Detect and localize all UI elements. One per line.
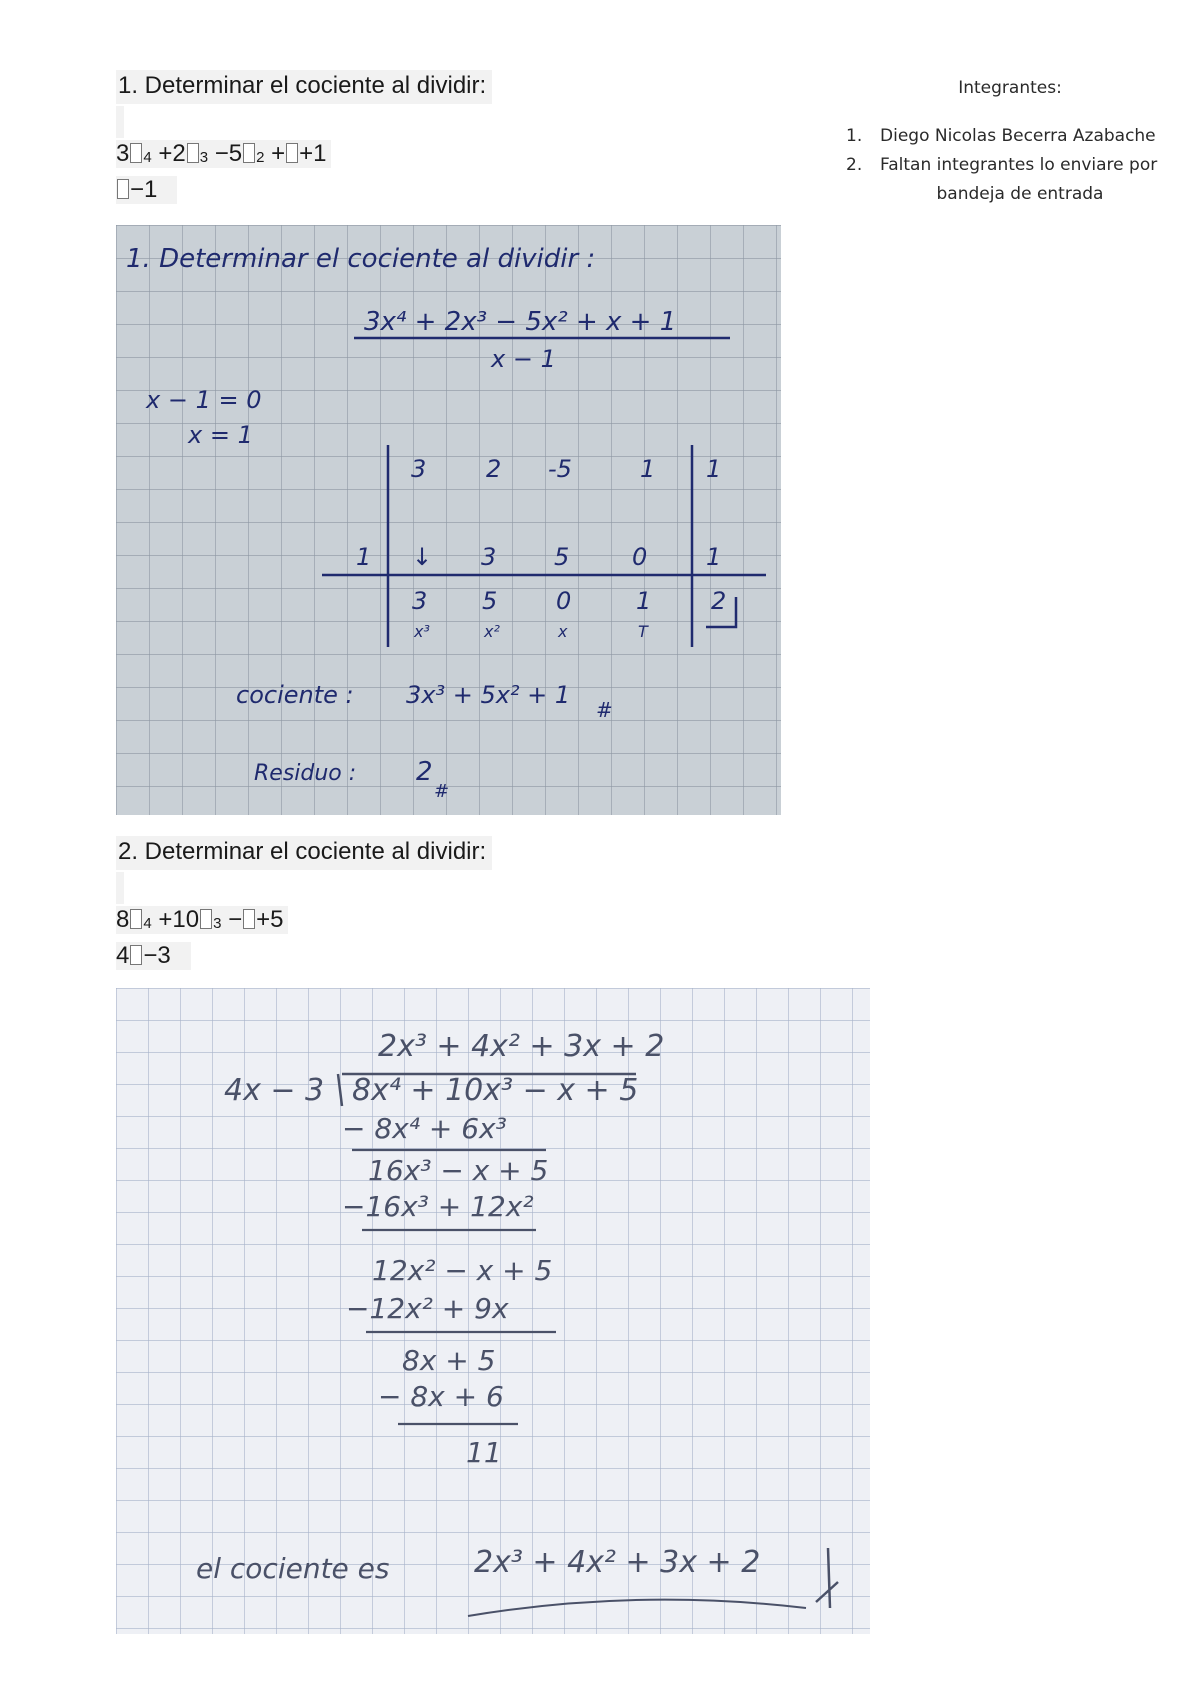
remainder-label: Residuo : <box>254 761 357 786</box>
result-cell: 3 <box>412 587 428 615</box>
exercise-1-divisor: −1 <box>116 176 177 204</box>
power-label: T <box>638 622 648 641</box>
result-cell: 0 <box>556 587 572 615</box>
quotient-top: 2x³ + 4x² + 3x + 2 <box>378 1029 665 1064</box>
product-cell: 3 <box>481 543 497 571</box>
result-cell: 5 <box>482 587 498 615</box>
product-cell: ↓ <box>412 543 433 571</box>
remainder-result: 2 <box>416 757 433 787</box>
product-cell: 5 <box>554 543 570 571</box>
variable-glyph <box>243 143 255 163</box>
division-step: − 8x⁴ + 6x³ <box>342 1112 507 1145</box>
remainder-cell: 2 <box>711 587 727 615</box>
photo-2-divisor: 4x − 3 <box>224 1073 325 1108</box>
coef-cell: 1 <box>706 455 722 483</box>
photo-2-canvas <box>116 988 870 1634</box>
photo-1-title: 1. Determinar el cociente al dividir : <box>126 244 596 274</box>
coef-cell: 3 <box>411 455 427 483</box>
blank-line <box>116 872 124 904</box>
photo-1-dividend: 3x⁴ + 2x³ − 5x² + x + 1 <box>364 307 677 337</box>
division-step: −12x² + 9x <box>346 1292 509 1325</box>
root-equation: x − 1 = 0 <box>146 386 262 414</box>
exercise-2-heading: 2. Determinar el cociente al dividir: <box>116 836 492 870</box>
coef-cell: -5 <box>548 455 572 483</box>
exercise-1-heading: 1. Determinar el cociente al dividir: <box>116 70 492 104</box>
product-cell: 1 <box>706 543 722 571</box>
power-label: x <box>558 622 568 641</box>
multiplier-cell: 1 <box>356 543 372 571</box>
variable-glyph <box>243 909 255 929</box>
handwritten-photo-2 <box>116 988 870 1634</box>
blank-line <box>116 106 124 138</box>
power-label: x² <box>484 622 500 641</box>
variable-glyph <box>130 945 142 965</box>
photo-1-divisor: x − 1 <box>491 345 556 373</box>
power-label: x³ <box>414 622 430 641</box>
member-item: 1. Diego Nicolas Becerra Azabache <box>846 126 1156 146</box>
division-step: −16x³ + 12x² <box>342 1190 534 1223</box>
result-cell: 1 <box>636 587 652 615</box>
product-cell: 0 <box>632 543 648 571</box>
coef-cell: 2 <box>486 455 502 483</box>
conclusion-label: el cociente es <box>196 1552 390 1585</box>
end-mark: # <box>596 698 613 722</box>
exercise-2-dividend: 8 $_4$ +10 $_3$ − +5 <box>116 906 288 934</box>
members-list <box>840 122 1180 209</box>
division-step: 12x² − x + 5 <box>372 1254 553 1287</box>
division-remainder: 11 <box>466 1436 502 1469</box>
variable-glyph <box>130 143 142 163</box>
coef-cell: 1 <box>640 455 656 483</box>
variable-glyph <box>117 179 129 199</box>
variable-glyph <box>187 143 199 163</box>
exercise-2-divisor: 4 −3 <box>116 942 191 970</box>
members-title: Integrantes: <box>958 78 1062 98</box>
division-step: 16x³ − x + 5 <box>368 1154 549 1187</box>
conclusion-result: 2x³ + 4x² + 3x + 2 <box>474 1545 761 1580</box>
photo-1-canvas <box>116 225 781 815</box>
photo-2-dividend: 8x⁴ + 10x³ − x + 5 <box>352 1073 639 1108</box>
member-item: 2. Faltan integrantes lo enviare por bandeja de entrada <box>846 155 1158 204</box>
variable-glyph <box>286 143 298 163</box>
end-mark: # <box>434 781 450 802</box>
exercise-1-dividend: 3 $_4$ +2 $_3$ −5 $_2$ + +1 <box>116 140 331 168</box>
variable-glyph <box>130 909 142 929</box>
quotient-label: cociente : <box>236 681 354 709</box>
variable-glyph <box>200 909 212 929</box>
root-value: x = 1 <box>188 421 253 449</box>
division-step: − 8x + 6 <box>378 1380 504 1413</box>
division-step: 8x + 5 <box>402 1344 496 1377</box>
quotient-result: 3x³ + 5x² + 1 <box>406 681 571 709</box>
members-panel <box>840 78 1180 209</box>
handwritten-photo-1 <box>116 225 781 815</box>
